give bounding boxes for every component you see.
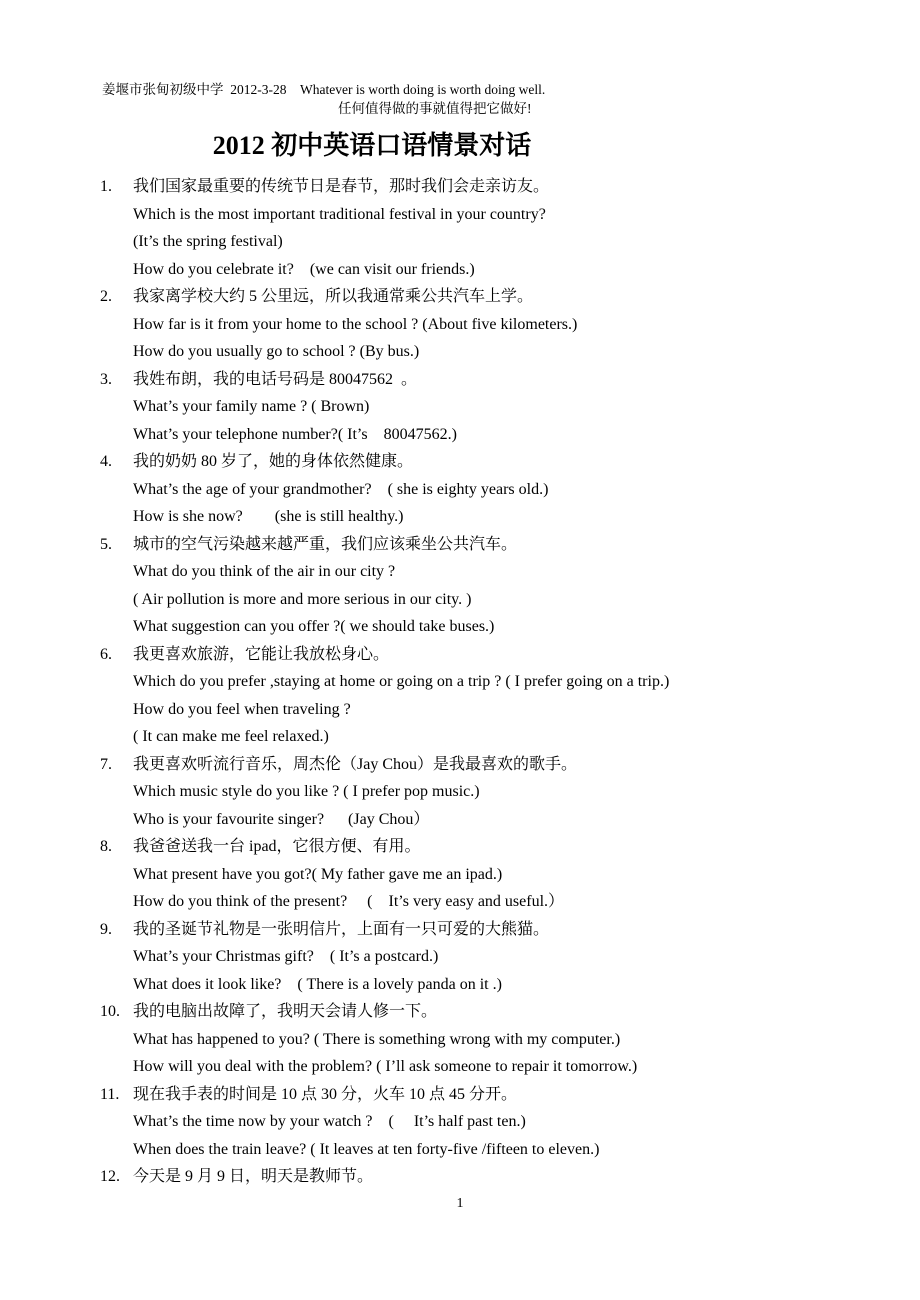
- dialogue-prompt-line: [0, 998, 920, 1026]
- dialogue-qa-line: [0, 476, 920, 504]
- item-prompt-chinese: 我的圣诞节礼物是一张明信片，上面有一只可爱的大熊猫。: [133, 920, 550, 938]
- item-number: 1.: [100, 178, 112, 195]
- dialogue-qa-line: [0, 311, 920, 339]
- item-number: 4.: [100, 453, 112, 470]
- item-prompt-chinese: 我家离学校大约 5 公里远，所以我通常乘公共汽车上学。: [133, 288, 534, 305]
- dialogue-prompt-line: [0, 173, 920, 201]
- dialogue-prompt-line: [0, 531, 920, 559]
- dialogue-item: [0, 916, 920, 999]
- dialogue-item: [0, 751, 920, 834]
- dialogue-qa-line: [0, 503, 920, 531]
- qa-text: What do you think of the air in our city ?: [133, 563, 396, 580]
- dialogue-item: [0, 448, 920, 531]
- dialogue-qa-line: [0, 1053, 920, 1081]
- item-prompt-chinese: 城市的空气污染越来越严重，我们应该乘坐公共汽车。: [133, 535, 518, 553]
- dialogue-item: [0, 1163, 920, 1191]
- dialogue-prompt-line: [0, 916, 920, 944]
- dialogue-qa-line: [0, 806, 920, 834]
- qa-text: What suggestion can you offer ?( we should take buses.): [133, 618, 495, 635]
- qa-text: How do you usually go to school ? (By bus.): [133, 343, 420, 360]
- dialogue-qa-line: [0, 393, 920, 421]
- dialogue-item: [0, 833, 920, 916]
- item-prompt-chinese: 我姓布朗，我的电话号码是 80047562 。: [133, 370, 418, 388]
- dialogue-qa-line: [0, 861, 920, 889]
- qa-text: What has happened to you? ( There is something wrong with my computer.): [133, 1030, 621, 1048]
- dialogue-prompt-line: [0, 833, 920, 861]
- qa-text: ( It can make me feel relaxed.): [133, 728, 329, 745]
- qa-text: What’s the time now by your watch ? ( It’s half past ten.): [133, 1113, 526, 1130]
- qa-text: Which is the most important traditional festival in your country?: [133, 205, 546, 223]
- dialogue-qa-line: [0, 201, 920, 229]
- item-number: 12.: [100, 1168, 120, 1185]
- dialogue-prompt-line: [0, 751, 920, 779]
- dialogue-item: [0, 283, 920, 366]
- dialogue-qa-line: [0, 1026, 920, 1054]
- item-prompt-chinese: 我的电脑出故障了，我明天会请人修一下。: [133, 1003, 438, 1020]
- item-number: 10.: [100, 1003, 120, 1020]
- dialogue-qa-line: [0, 1136, 920, 1164]
- dialogue-qa-line: [0, 778, 920, 806]
- qa-text: Who is your favourite singer? (Jay Chou）: [133, 810, 430, 828]
- dialogue-qa-line: [0, 888, 920, 916]
- item-prompt-chinese: 我们国家最重要的传统节日是春节，那时我们会走亲访友。: [133, 178, 550, 195]
- item-number: 5.: [100, 535, 112, 553]
- qa-text: What does it look like? ( There is a lovely panda on it .): [133, 975, 502, 993]
- dialogue-qa-line: [0, 971, 920, 999]
- dialogue-qa-line: [0, 256, 920, 284]
- dialogue-qa-line: [0, 696, 920, 724]
- qa-text: How is she now? (she is still healthy.): [133, 508, 404, 525]
- qa-text: What’s the age of your grandmother? ( she is eighty years old.): [133, 480, 549, 498]
- item-prompt-chinese: 我的奶奶 80 岁了，她的身体依然健康。: [133, 453, 414, 470]
- qa-text: What’s your telephone number?( It’s 80047562.): [133, 425, 457, 443]
- qa-text: How will you deal with the problem? ( I’ll ask someone to repair it tomorrow.): [133, 1058, 638, 1075]
- qa-text: Which music style do you like ? ( I prefer pop music.): [133, 783, 480, 800]
- dialogue-qa-line: [0, 723, 920, 751]
- document-title: 2012 初中英语口语情景对话: [212, 131, 532, 160]
- dialogue-prompt-line: [0, 283, 920, 311]
- item-number: 7.: [100, 755, 112, 773]
- item-number: 9.: [100, 920, 112, 938]
- dialogue-qa-line: [0, 338, 920, 366]
- dialogue-qa-line: [0, 668, 920, 696]
- dialogue-item: [0, 641, 920, 751]
- qa-text: How do you feel when traveling ?: [133, 700, 351, 718]
- dialogue-qa-line: [0, 613, 920, 641]
- item-prompt-chinese: 我更喜欢听流行音乐，周杰伦（Jay Chou）是我最喜欢的歌手。: [133, 755, 578, 773]
- qa-text: How do you think of the present? ( It’s very easy and useful.）: [133, 893, 565, 910]
- qa-text: How do you celebrate it? (we can visit our friends.): [133, 260, 475, 278]
- dialogue-prompt-line: [0, 366, 920, 394]
- header-school-motto: 姜堰市张甸初级中学 2012-3-28 Whatever is worth doing is worth doing well.: [102, 82, 546, 97]
- qa-text: What present have you got?( My father gave me an ipad.): [133, 865, 503, 883]
- dialogue-item: [0, 1081, 920, 1164]
- dialogue-prompt-line: [0, 1163, 920, 1191]
- dialogue-item: [0, 998, 920, 1081]
- item-number: 8.: [100, 838, 112, 855]
- item-number: 3.: [100, 370, 112, 388]
- item-prompt-chinese: 我爸爸送我一台 ipad，它很方便、有用。: [133, 838, 421, 855]
- page-number: 1: [456, 1196, 464, 1211]
- qa-text: What’s your family name ? ( Brown): [133, 398, 370, 415]
- dialogue-qa-line: [0, 943, 920, 971]
- qa-text: (It’s the spring festival): [133, 233, 283, 250]
- dialogue-prompt-line: [0, 641, 920, 669]
- dialogue-qa-line: [0, 421, 920, 449]
- dialogue-qa-line: [0, 228, 920, 256]
- dialogue-item: [0, 173, 920, 283]
- qa-text: How far is it from your home to the school ? (About five kilometers.): [133, 315, 578, 333]
- qa-text: What’s your Christmas gift? ( It’s a postcard.): [133, 948, 439, 965]
- dialogue-prompt-line: [0, 1081, 920, 1109]
- dialogue-qa-line: [0, 586, 920, 614]
- qa-text: When does the train leave? ( It leaves at ten forty-five /fifteen to eleven.): [133, 1140, 600, 1158]
- qa-text: Which do you prefer ,staying at home or going on a trip ? ( I prefer going on a trip.): [133, 673, 670, 690]
- dialogue-qa-line: [0, 1108, 920, 1136]
- header-motto-translation: 任何值得做的事就值得把它做好!: [338, 101, 532, 116]
- item-number: 6.: [100, 645, 112, 663]
- dialogue-list: [0, 173, 920, 1191]
- qa-text: ( Air pollution is more and more serious in our city. ): [133, 590, 472, 608]
- item-prompt-chinese: 我更喜欢旅游，它能让我放松身心。: [133, 645, 390, 663]
- item-number: 11.: [100, 1085, 120, 1103]
- dialogue-qa-line: [0, 558, 920, 586]
- item-number: 2.: [100, 288, 112, 305]
- item-prompt-chinese: 今天是 9 月 9 日，明天是教师节。: [133, 1168, 374, 1185]
- dialogue-item: [0, 531, 920, 641]
- dialogue-prompt-line: [0, 448, 920, 476]
- item-prompt-chinese: 现在我手表的时间是 10 点 30 分，火车 10 点 45 分开。: [133, 1085, 518, 1103]
- dialogue-item: [0, 366, 920, 449]
